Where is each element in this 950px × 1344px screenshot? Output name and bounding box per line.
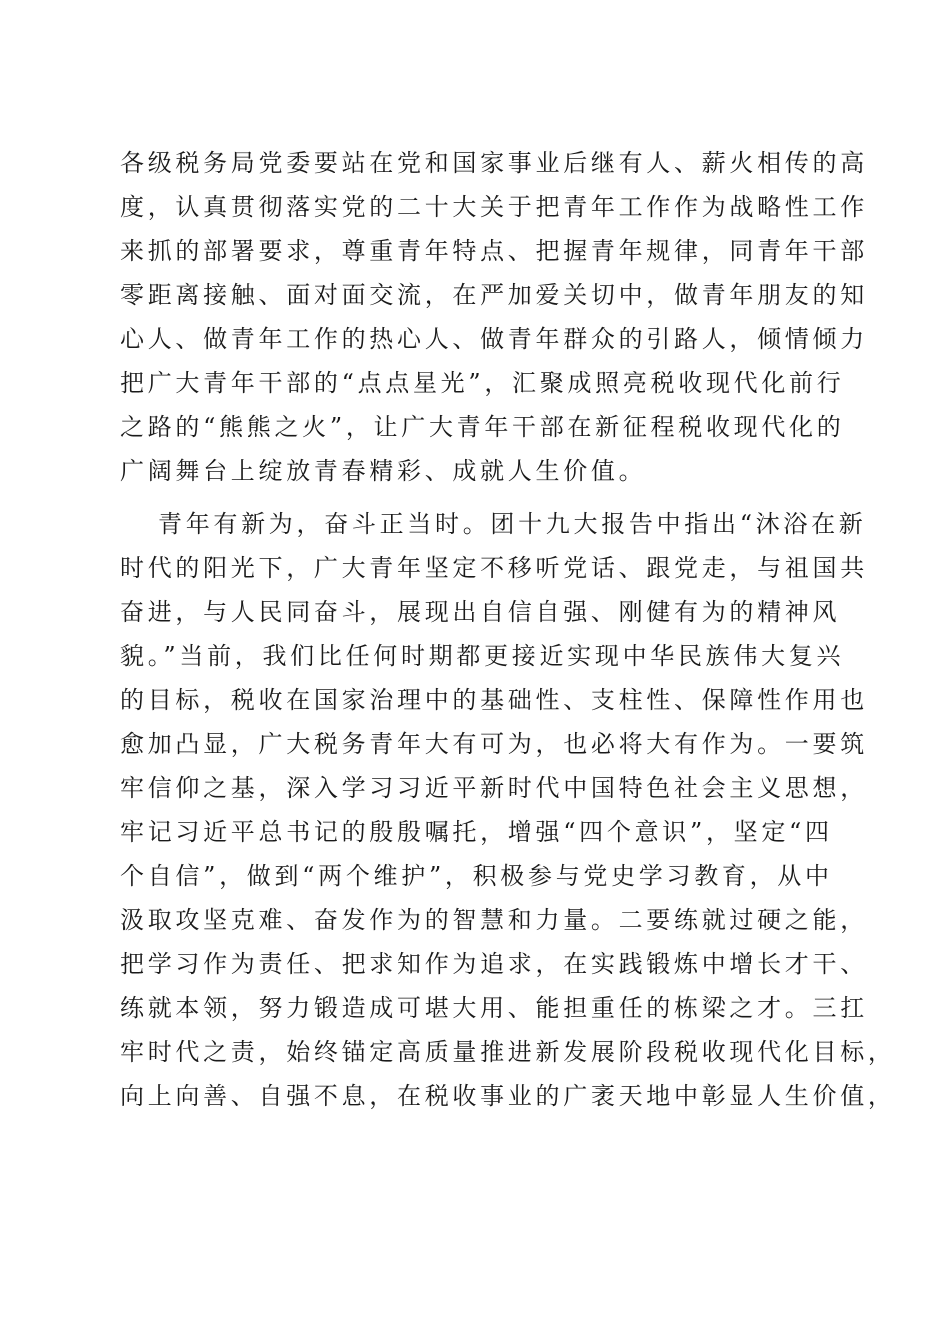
paragraph-line: 把学习作为责任、把求知作为追求，在实践锻炼中增长才干、: [120, 950, 868, 978]
paragraph-line: 零距离接触、面对面交流，在严加爱关切中，做青年朋友的知: [120, 281, 868, 309]
paragraph-line: 来抓的部署要求，尊重青年特点、把握青年规律，同青年干部: [120, 237, 868, 265]
paragraph-line: 把广大青年干部的“点点星光”，汇聚成照亮税收现代化前行: [120, 369, 845, 397]
paragraph-line: 的目标，税收在国家治理中的基础性、支柱性、保障性作用也: [120, 686, 868, 714]
paragraph-line: 向上向善、自强不息，在税收事业的广袤天地中彰显人生价值，: [120, 1082, 896, 1110]
paragraph-line: 心人、做青年工作的热心人、做青年群众的引路人，倾情倾力: [120, 325, 868, 353]
paragraph-line: 貌。”当前，我们比任何时期都更接近实现中华民族伟大复兴: [120, 642, 845, 670]
paragraph-line: 牢记习近平总书记的殷殷嘱托，增强“四个意识”，坚定“四: [120, 818, 833, 846]
paragraph-line: 奋进，与人民同奋斗，展现出自信自强、刚健有为的精神风: [120, 598, 841, 626]
paragraph-line: 之路的“熊熊之火”，让广大青年干部在新征程税收现代化的: [120, 413, 845, 441]
paragraph-line: 汲取攻坚克难、奋发作为的智慧和力量。二要练就过硬之能，: [120, 906, 868, 934]
paragraph-line: 广阔舞台上绽放青春精彩、成就人生价值。: [120, 457, 647, 485]
paragraph-line: 时代的阳光下，广大青年坚定不移听党话、跟党走，与祖国共: [120, 554, 868, 582]
paragraph-line: 个自信”，做到“两个维护”，积极参与党史学习教育，从中: [120, 862, 833, 890]
paragraph-line: 各级税务局党委要站在党和国家事业后继有人、薪火相传的高: [120, 149, 868, 177]
paragraph-line: 牢信仰之基，深入学习习近平新时代中国特色社会主义思想，: [120, 774, 868, 802]
paragraph-line: 牢时代之责，始终锚定高质量推进新发展阶段税收现代化目标，: [120, 1038, 896, 1066]
paragraph-line: 度，认真贯彻落实党的二十大关于把青年工作作为战略性工作: [120, 193, 868, 221]
paragraph-line: 练就本领，努力锻造成可堪大用、能担重任的栋梁之才。三扛: [120, 994, 868, 1022]
paragraph-line: 愈加凸显，广大税务青年大有可为，也必将大有作为。一要筑: [120, 730, 868, 758]
paragraph-line: 青年有新为，奋斗正当时。团十九大报告中指出“沐浴在新: [158, 510, 867, 538]
